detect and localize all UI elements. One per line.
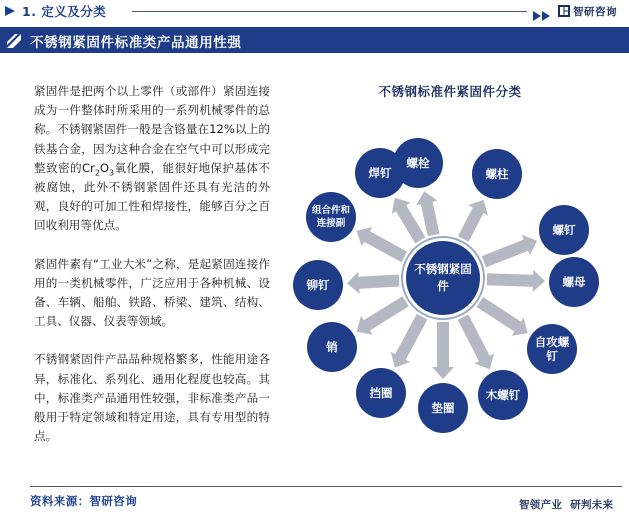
category-retaining-ring: 挡圈 xyxy=(356,368,406,418)
header-divider xyxy=(132,11,527,12)
slogan-part-1: 智领产业 xyxy=(519,499,563,511)
category-pin: 销 xyxy=(307,322,357,372)
arrow-to-tapping-screw xyxy=(477,297,528,336)
banner-title: 不锈钢紧固件标准类产品通用性强 xyxy=(30,35,242,51)
paragraph-applications: 紧固件素有“工业大米”之称，是起紧固连接作用的一类机械零件，广泛应用于各种机械、设备、车辆、船舶、铁路、桥梁、建筑、结构、工具、仪器、仪表等领域。 xyxy=(34,256,270,329)
category-screw: 螺钉 xyxy=(539,205,589,255)
banner-mark-icon xyxy=(7,33,21,47)
arrow-to-retaining-ring xyxy=(391,314,428,368)
category-nut: 螺母 xyxy=(549,257,599,307)
title-banner xyxy=(0,27,629,53)
category-bolt: 螺栓 xyxy=(393,138,443,188)
footer-divider xyxy=(30,486,622,487)
category-tapping-screw: 自攻螺钉 xyxy=(527,324,577,374)
arrow-to-weld-nail xyxy=(392,198,426,244)
center-node: 不锈钢紧固件 xyxy=(406,241,480,315)
slogan-part-2: 研判未来 xyxy=(570,499,614,511)
arrow-to-nut xyxy=(487,270,545,292)
diagram-title: 不锈钢标准件紧固件分类 xyxy=(378,84,522,99)
section-header xyxy=(0,0,629,22)
triangle-bullet-icon xyxy=(5,6,15,16)
arrow-to-screw xyxy=(482,235,537,268)
arrow-to-washer xyxy=(432,322,454,379)
arrow-to-wood-screw xyxy=(458,314,494,369)
arrow-to-assembly xyxy=(357,227,408,262)
arrow-to-stud xyxy=(458,200,488,242)
category-washer: 垫圈 xyxy=(418,383,468,433)
brand-logo-group xyxy=(558,3,617,19)
brand-name: 智研咨询 xyxy=(573,5,617,18)
category-assembly: 组合件和连接副 xyxy=(306,192,356,242)
classification-diagram xyxy=(283,120,623,450)
paragraph-definition: 紧固件是把两个以上零件（或部件）紧固连接成为一件整体时所采用的一系列机械零件的总称。不锈钢紧固件一般是含铬量在12%以上的铁基合金，因为这种合金在空气中可以形成完整致密的$Cr_2O_3$氧化膜，能很好地保护基体不被腐蚀，此外不锈钢紧固件还具有光洁的外观，良好的可加工性和焊接性，能够百分之百回收利用等优点。 xyxy=(34,84,270,233)
slogan xyxy=(519,497,613,512)
double-arrow-icon xyxy=(533,6,555,16)
paragraph-standardization: 不锈钢紧固件产品品种规格繁多，性能用途各异，标准化、系列化、通用化程度也较高。其中，标准类产品通用性较强，非标准类产品一般用于特定领域和特定用途，具有专用型的特点。 xyxy=(34,352,270,444)
category-rivet: 铆钉 xyxy=(293,260,343,310)
arrow-to-rivet xyxy=(347,272,399,294)
source-note: 资料来源：智研咨询 xyxy=(30,494,138,508)
category-stud: 螺柱 xyxy=(472,149,522,199)
arrow-to-pin xyxy=(357,296,409,335)
description-text xyxy=(34,82,270,446)
brand-logo-icon xyxy=(558,5,570,17)
section-title: 1. 定义及分类 xyxy=(22,4,107,19)
category-wood-screw: 木螺钉 xyxy=(478,370,528,420)
category-weld-nail: 焊钉 xyxy=(355,148,405,198)
